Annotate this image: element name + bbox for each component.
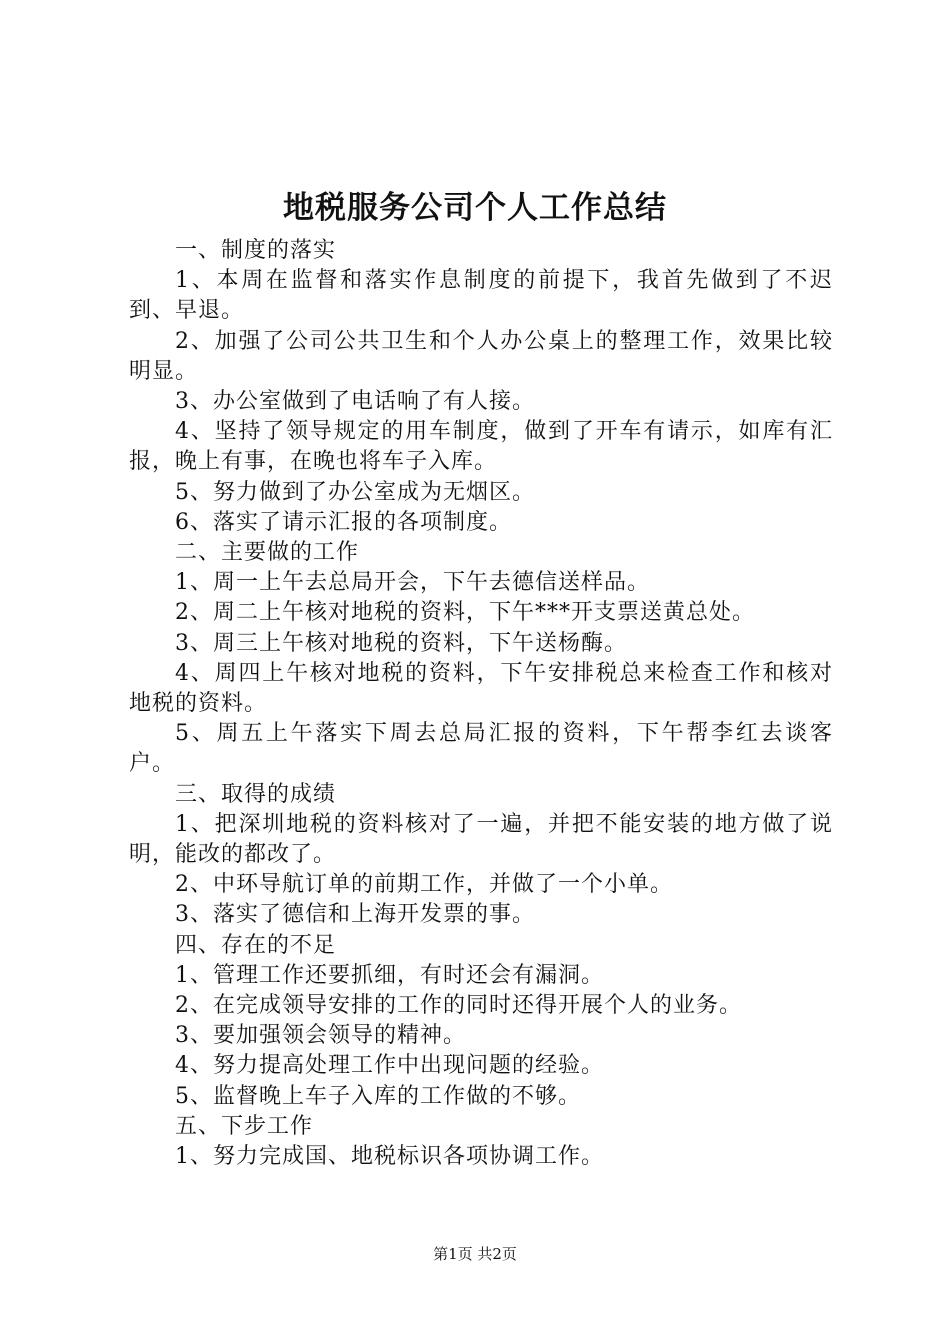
paragraph: 2、中环导航订单的前期工作，并做了一个小单。	[175, 872, 673, 898]
document-title: 地税服务公司个人工作总结	[283, 190, 667, 226]
paragraph: 1、把深圳地税的资料核对了一遍，并把不能安装的地方做了说明，能改的都改了。	[129, 811, 833, 868]
page-footer: 第1页 共2页	[433, 1245, 517, 1263]
section-heading: 一、制度的落实	[175, 238, 337, 263]
section-heading: 四、存在的不足	[175, 932, 337, 958]
paragraph: 2、周二上午核对地税的资料，下午***开支票送黄总处。	[175, 600, 755, 626]
section-heading: 三、取得的成绩	[175, 781, 337, 807]
paragraph: 1、本周在监督和落实作息制度的前提下，我首先做到了不迟到、早退。	[129, 268, 833, 324]
paragraph: 5、努力做到了办公室成为无烟区。	[175, 479, 535, 505]
paragraph: 4、努力提高处理工作中出现问题的经验。	[175, 1053, 604, 1079]
paragraph: 3、落实了德信和上海开发票的事。	[175, 902, 535, 928]
paragraph: 5、周五上午落实下周去总局汇报的资料，下午帮李红去谈客户。	[129, 721, 833, 777]
paragraph: 2、在完成领导安排的工作的同时还得开展个人的业务。	[175, 993, 742, 1019]
paragraph: 3、办公室做到了电话响了有人接。	[175, 389, 535, 415]
paragraph: 5、监督晚上车子入库的工作做的不够。	[175, 1083, 581, 1109]
paragraph: 6、落实了请示汇报的各项制度。	[175, 509, 512, 535]
paragraph: 3、周三上午核对地税的资料，下午送杨酶。	[175, 630, 627, 656]
document-body	[129, 236, 833, 1172]
paragraph: 2、加强了公司公共卫生和个人办公桌上的整理工作，效果比较明显。	[129, 328, 833, 384]
paragraph: 1、周一上午去总局开会，下午去德信送样品。	[175, 570, 650, 596]
section-heading: 二、主要做的工作	[175, 540, 360, 566]
paragraph: 4、坚持了领导规定的用车制度，做到了开车有请示，如库有汇报，晚上有事，在晚也将车子入库。	[129, 419, 833, 475]
paragraph: 4、周四上午核对地税的资料，下午安排税总来检查工作和核对地税的资料。	[129, 660, 833, 717]
paragraph: 1、努力完成国、地税标识各项协调工作。	[175, 1144, 604, 1170]
paragraph: 1、管理工作还要抓细，有时还会有漏洞。	[175, 962, 604, 988]
section-heading: 五、下步工作	[175, 1113, 314, 1139]
paragraph: 3、要加强领会领导的精神。	[175, 1023, 466, 1049]
